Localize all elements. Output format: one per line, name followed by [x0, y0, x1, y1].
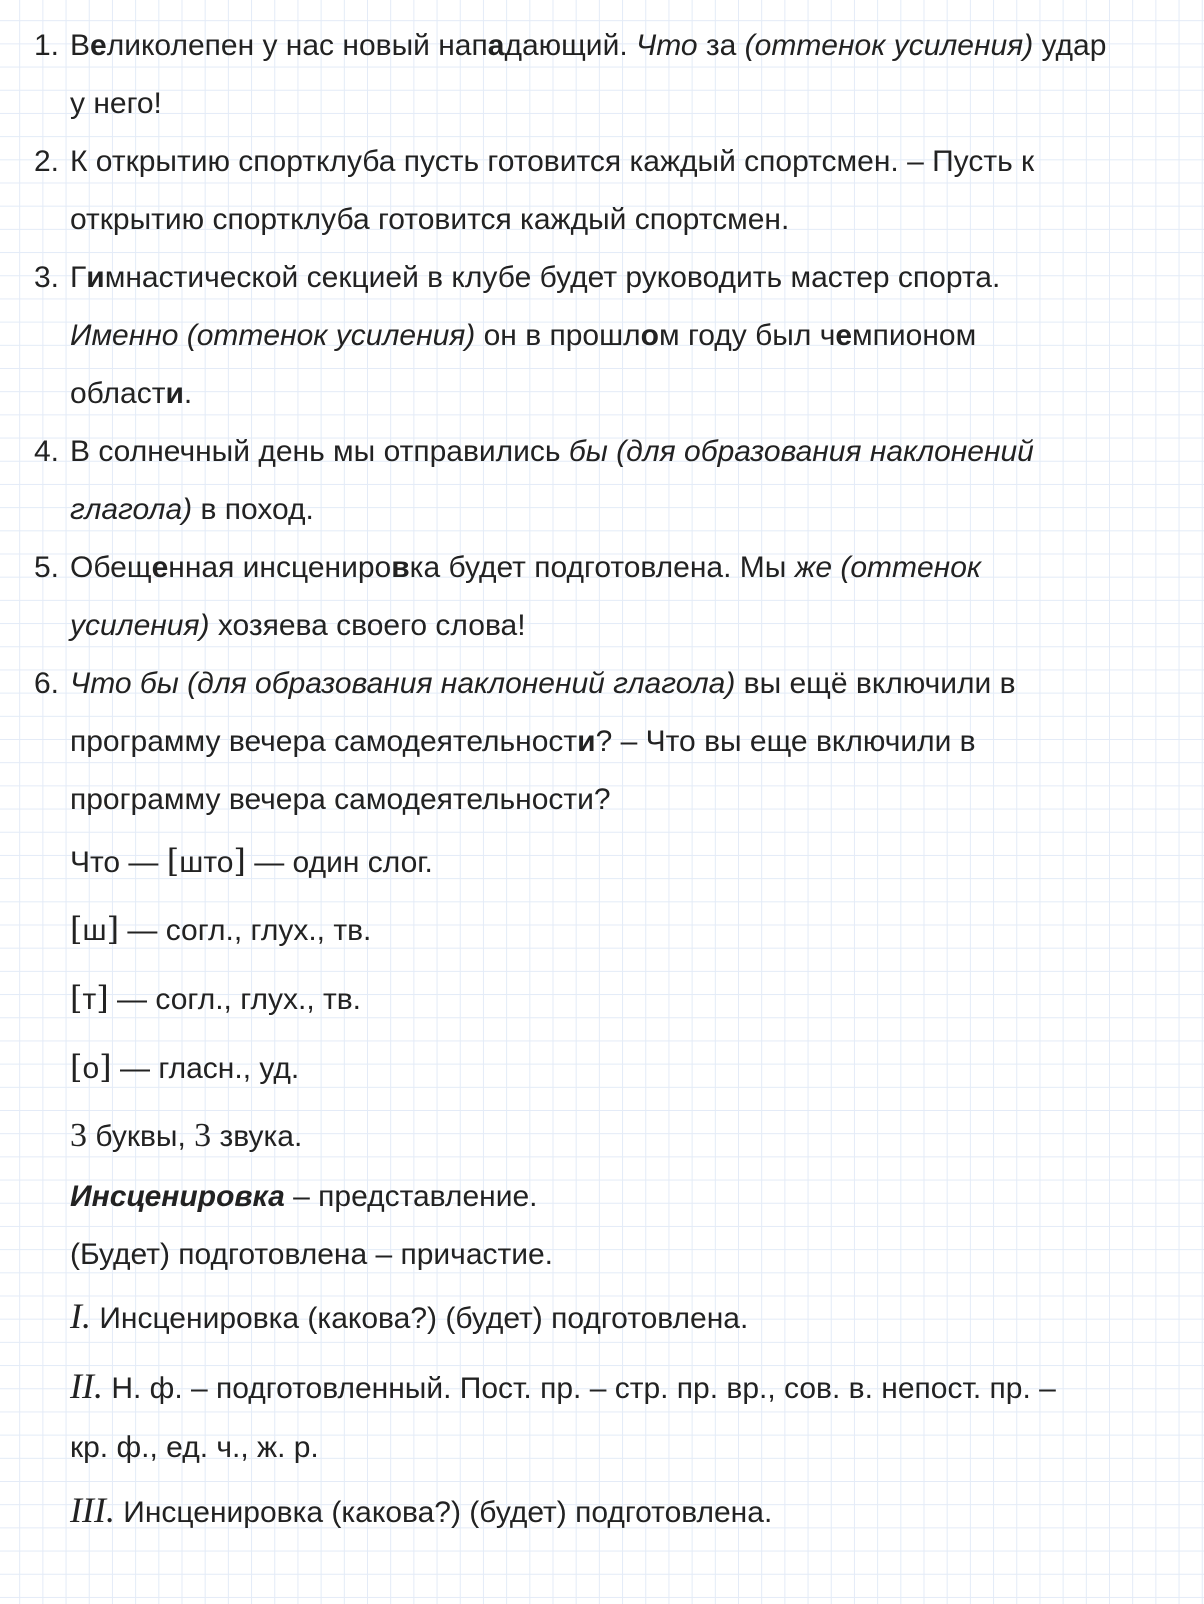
item-5-line-2: [70, 607, 1184, 645]
stressed-letter: и: [165, 377, 184, 410]
sound-description: — гласн., уд.: [111, 1052, 300, 1085]
text: В солнечный день мы отправились: [70, 435, 569, 468]
stressed-letter: а: [487, 29, 505, 62]
item-6-line-2: [70, 723, 1184, 761]
transcription: што: [179, 846, 234, 879]
item-5-line-1: [34, 549, 1184, 587]
item-3-line-3: [70, 375, 1184, 413]
text: вы ещё включили в: [735, 667, 1016, 700]
item-3-line-1: [34, 259, 1184, 297]
stressed-letter: е: [151, 551, 169, 584]
letter-count: 3: [70, 1117, 87, 1154]
defined-word: Инсценировка: [70, 1180, 285, 1213]
particle: Что: [636, 29, 698, 62]
item-1-line-1: [34, 27, 1184, 65]
text: мнастической секцией в клубе будет руководить мастер спорта.: [104, 261, 1001, 294]
text: .: [183, 377, 193, 410]
item-4-line-1: [34, 433, 1184, 471]
analysis-step-2-cont: [70, 1429, 1184, 1467]
phonetic-word-line: [70, 842, 1184, 882]
text: ? – Что вы еще включили в: [595, 725, 976, 758]
text: открытию спортклуба готовится каждый спортсмен.: [70, 203, 790, 236]
particle-note: усиления): [70, 609, 210, 642]
particle-note: бы (для образования наклонений: [568, 435, 1034, 468]
text: м году был ч: [659, 319, 836, 352]
roman-numeral: I.: [70, 1296, 91, 1336]
particle-note: (оттенок усиления): [744, 29, 1034, 62]
sound-line-o: [70, 1048, 1184, 1088]
particle-note: глагола): [70, 493, 193, 526]
item-2-line-1: [34, 143, 1184, 181]
analysis-step-2: [70, 1367, 1184, 1408]
roman-numeral: II.: [70, 1366, 103, 1406]
analysis-step-1: [70, 1297, 1184, 1338]
syllable-note: — один слог.: [245, 846, 433, 879]
bracket: [: [166, 842, 180, 880]
letter-count-line: [70, 1117, 1184, 1156]
text: Н. ф. – подготовленный. Пост. пр. – стр. пр. вр., сов. в. непост. пр. –: [102, 1372, 1056, 1405]
stressed-letter: е: [835, 319, 853, 352]
roman-numeral: III.: [70, 1490, 115, 1530]
particle-note: же (оттенок: [794, 551, 982, 584]
stressed-letter: и: [86, 261, 105, 294]
analysis-step-3: [70, 1491, 1184, 1532]
item-2-line-2: [70, 201, 1184, 239]
text: звука.: [211, 1120, 303, 1153]
sound-line-sh: [70, 910, 1184, 950]
text: В: [70, 29, 91, 62]
text: у него!: [70, 87, 162, 120]
word: Что: [70, 846, 121, 879]
dash: —: [120, 846, 167, 879]
text: Г: [70, 261, 87, 294]
text: ка будет подготовлена. Мы: [409, 551, 795, 584]
text: (Будет) подготовлена – причастие.: [70, 1238, 554, 1271]
text: ликолепен у нас новый нап: [106, 29, 488, 62]
item-1-line-2: [70, 85, 1184, 123]
bracket: ]: [96, 979, 109, 1017]
item-number: 1.: [34, 29, 60, 62]
text: за: [697, 29, 745, 62]
sound-line-t: [70, 979, 1184, 1019]
item-number: 4.: [34, 435, 60, 468]
sound: ш: [82, 914, 107, 947]
text: К открытию спортклуба пусть готовится каждый спортсмен. – Пусть к: [70, 145, 1035, 178]
text: Инсценировка (какова?) (будет) подготовлена.: [114, 1496, 773, 1529]
item-number: 5.: [34, 551, 60, 584]
text: буквы,: [87, 1120, 195, 1153]
item-6-line-1: [34, 665, 1184, 703]
definition-line: [70, 1178, 1184, 1216]
bracket: ]: [106, 910, 120, 948]
item-number: 6.: [34, 667, 60, 700]
bracket: [: [70, 979, 83, 1017]
bracket: [: [70, 910, 83, 948]
text: хозяева своего слова!: [209, 609, 526, 642]
bracket: ]: [99, 1048, 112, 1086]
text: программу вечера самодеятельности?: [70, 783, 611, 816]
text: нная инсцениро: [168, 551, 392, 584]
item-4-line-2: [70, 491, 1184, 529]
stressed-letter: и: [577, 725, 596, 758]
sound-description: — согл., глух., тв.: [119, 914, 372, 947]
text: в поход.: [192, 493, 314, 526]
item-number: 3.: [34, 261, 60, 294]
particle-note: Именно (оттенок усиления): [70, 319, 476, 352]
definition: – представление.: [284, 1180, 538, 1213]
stressed-letter: е: [90, 29, 107, 62]
item-number: 2.: [34, 145, 60, 178]
text: дающий.: [504, 29, 636, 62]
item-6-line-3: [70, 781, 1184, 819]
text: Обещ: [70, 551, 152, 584]
text: программу вечера самодеятельност: [70, 725, 578, 758]
sound: о: [82, 1052, 100, 1085]
stressed-letter: в: [391, 551, 410, 584]
particle-note: Что бы (для образования наклонений глагола): [70, 667, 736, 700]
sound-description: — согл., глух., тв.: [108, 983, 362, 1016]
participle-line: [70, 1236, 1184, 1274]
text: Инсценировка (какова?) (будет) подготовлена.: [91, 1302, 749, 1335]
sound: т: [82, 983, 97, 1016]
text: област: [70, 377, 166, 410]
text: кр. ф., ед. ч., ж. р.: [70, 1431, 319, 1464]
bracket: [: [70, 1048, 83, 1086]
text: удар: [1033, 29, 1107, 62]
item-3-line-2: [70, 317, 1184, 355]
bracket: ]: [233, 842, 246, 880]
sound-count: 3: [194, 1117, 212, 1154]
text: он в прошл: [475, 319, 641, 352]
stressed-letter: о: [640, 319, 659, 352]
text: мпионом: [852, 319, 977, 352]
